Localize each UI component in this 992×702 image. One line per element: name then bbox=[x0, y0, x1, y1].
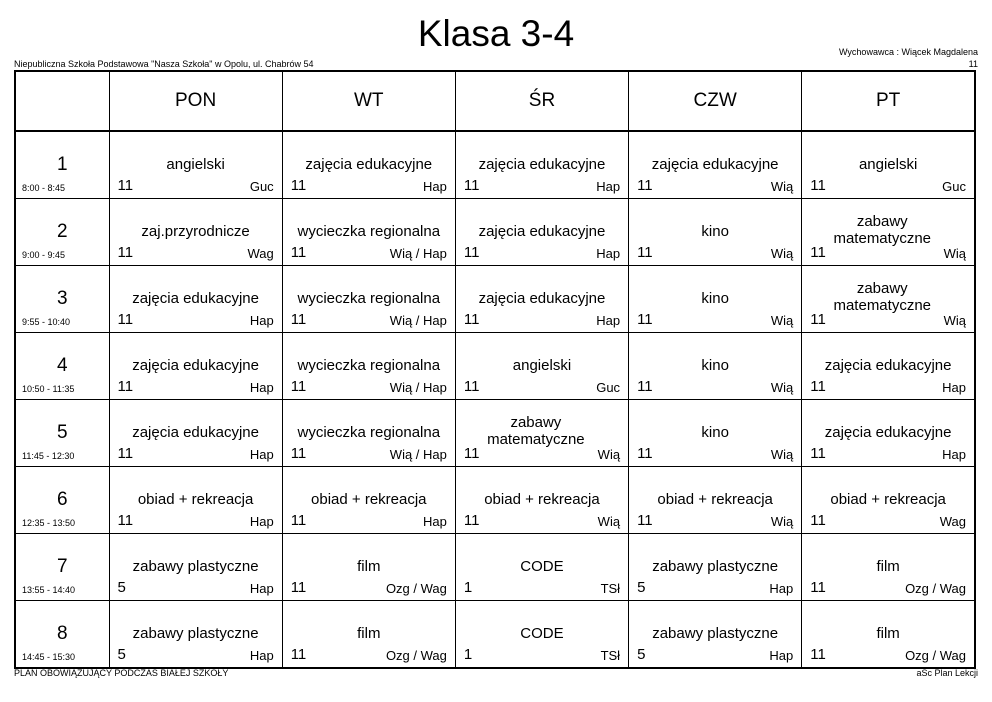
lesson-group: 1 bbox=[463, 646, 473, 663]
lesson-group: 11 bbox=[290, 244, 307, 261]
day-header: ŚR bbox=[455, 71, 628, 131]
lesson-cell bbox=[109, 266, 282, 333]
lesson-teacher: Hap bbox=[596, 179, 621, 194]
lesson-group: 5 bbox=[637, 646, 646, 663]
school-name: Niepubliczna Szkoła Podstawowa "Nasza Szkoła" w Opolu, ul. Chabrów 54 bbox=[14, 59, 314, 69]
lesson-cell bbox=[109, 199, 282, 266]
lesson-teacher: TSł bbox=[600, 581, 621, 596]
lesson-cell bbox=[109, 467, 282, 534]
lesson-group: 11 bbox=[637, 311, 653, 328]
lesson-teacher: Wią bbox=[770, 514, 794, 529]
lesson-subject: wycieczka regionalna bbox=[297, 424, 441, 441]
lesson-subject: wycieczka regionalna bbox=[297, 357, 441, 374]
lesson-subject: zajęcia edukacyjne bbox=[824, 424, 952, 441]
lesson-cell bbox=[629, 333, 802, 400]
lesson-teacher: Guc bbox=[249, 179, 274, 194]
lesson-teacher: Hap bbox=[249, 514, 274, 529]
lesson-cell bbox=[802, 266, 975, 333]
lesson-subject: zabawy matematyczne bbox=[833, 280, 932, 314]
footer-note: PLAN OBOWIĄZUJĄCY PODCZAS BIAŁEJ SZKOŁY bbox=[14, 668, 229, 678]
lesson-cell bbox=[109, 601, 282, 669]
period-number: 6 bbox=[56, 489, 68, 510]
lesson-subject: zajęcia edukacyjne bbox=[132, 290, 259, 307]
lesson-group: 11 bbox=[290, 378, 307, 395]
lesson-teacher: Wią bbox=[597, 447, 621, 462]
lesson-teacher: Wią / Hap bbox=[389, 313, 447, 328]
lesson-group: 11 bbox=[637, 177, 653, 194]
period-number: 1 bbox=[56, 154, 68, 175]
lesson-cell bbox=[629, 601, 802, 669]
lesson-subject: film bbox=[876, 625, 900, 642]
lesson-subject: kino bbox=[701, 223, 729, 240]
lesson-cell bbox=[455, 199, 628, 266]
lesson-subject: kino bbox=[701, 357, 729, 374]
lesson-subject: obiad + rekreacja bbox=[137, 491, 254, 508]
class-teacher: Wychowawca : Wiącek Magdalena bbox=[839, 47, 978, 57]
lesson-teacher: Hap bbox=[942, 380, 966, 395]
lesson-group: 11 bbox=[117, 378, 134, 395]
lesson-cell bbox=[455, 131, 628, 199]
period-row bbox=[15, 199, 975, 266]
lesson-group: 11 bbox=[463, 244, 480, 261]
lesson-subject: zajęcia edukacyjne bbox=[824, 357, 952, 374]
lesson-teacher: Hap bbox=[769, 648, 794, 663]
lesson-teacher: Hap bbox=[596, 313, 621, 328]
day-header: PT bbox=[802, 71, 975, 131]
lesson-group: 11 bbox=[463, 512, 480, 529]
period-time: 9:55 - 10:40 bbox=[22, 317, 71, 327]
lesson-teacher: Guc bbox=[942, 179, 966, 194]
lesson-group: 11 bbox=[810, 512, 826, 529]
lesson-cell bbox=[282, 400, 455, 467]
lesson-teacher: Wią bbox=[770, 380, 794, 395]
lesson-subject: kino bbox=[701, 424, 729, 441]
lesson-subject: wycieczka regionalna bbox=[297, 290, 441, 307]
period-time: 12:35 - 13:50 bbox=[22, 518, 76, 528]
lesson-cell bbox=[629, 467, 802, 534]
lesson-group: 11 bbox=[810, 311, 826, 328]
lesson-teacher: Wią / Hap bbox=[389, 380, 447, 395]
lesson-group: 11 bbox=[637, 445, 653, 462]
room-number: 11 bbox=[968, 59, 978, 69]
lesson-group: 11 bbox=[290, 579, 307, 596]
lesson-cell bbox=[455, 400, 628, 467]
lesson-subject: wycieczka regionalna bbox=[297, 223, 441, 240]
lesson-cell bbox=[802, 601, 975, 669]
lesson-subject: film bbox=[357, 558, 381, 575]
lesson-cell bbox=[109, 400, 282, 467]
day-header: PON bbox=[109, 71, 282, 131]
lesson-group: 11 bbox=[117, 512, 134, 529]
lesson-teacher: Guc bbox=[596, 380, 621, 395]
lesson-teacher: Wag bbox=[247, 246, 274, 261]
lesson-subject: angielski bbox=[858, 156, 918, 173]
period-row bbox=[15, 467, 975, 534]
lesson-group: 11 bbox=[117, 445, 134, 462]
period-cell bbox=[15, 131, 109, 199]
day-header: WT bbox=[282, 71, 455, 131]
lesson-teacher: Hap bbox=[249, 313, 274, 328]
lesson-subject: film bbox=[876, 558, 900, 575]
lesson-subject: obiad + rekreacja bbox=[311, 491, 427, 508]
lesson-subject: film bbox=[357, 625, 381, 642]
lesson-group: 11 bbox=[810, 445, 826, 462]
lesson-teacher: Ozg / Wag bbox=[385, 581, 447, 596]
lesson-group: 11 bbox=[463, 311, 480, 328]
lesson-group: 11 bbox=[810, 244, 826, 261]
lesson-cell bbox=[802, 199, 975, 266]
lesson-teacher: Hap bbox=[249, 581, 274, 596]
lesson-subject: zajęcia edukacyjne bbox=[478, 156, 606, 173]
lesson-subject: zajęcia edukacyjne bbox=[651, 156, 779, 173]
lesson-cell bbox=[282, 534, 455, 601]
lesson-cell bbox=[282, 467, 455, 534]
period-number: 8 bbox=[56, 623, 68, 644]
lesson-cell bbox=[629, 199, 802, 266]
lesson-group: 11 bbox=[810, 378, 826, 395]
day-header-row bbox=[15, 71, 975, 131]
lesson-cell bbox=[282, 333, 455, 400]
lesson-group: 11 bbox=[463, 445, 480, 462]
period-cell bbox=[15, 333, 109, 400]
lesson-group: 11 bbox=[637, 378, 653, 395]
lesson-teacher: Hap bbox=[769, 581, 794, 596]
lesson-teacher: Hap bbox=[596, 246, 621, 261]
lesson-cell bbox=[455, 467, 628, 534]
period-row bbox=[15, 333, 975, 400]
lesson-cell bbox=[109, 534, 282, 601]
lesson-teacher: Ozg / Wag bbox=[905, 581, 966, 596]
lesson-group: 11 bbox=[117, 177, 134, 194]
lesson-group: 11 bbox=[810, 646, 826, 663]
lesson-subject: CODE bbox=[520, 625, 564, 642]
period-number: 3 bbox=[56, 288, 68, 309]
period-cell bbox=[15, 534, 109, 601]
lesson-cell bbox=[109, 333, 282, 400]
lesson-group: 11 bbox=[117, 244, 134, 261]
lesson-teacher: Wią / Hap bbox=[389, 246, 447, 261]
lesson-teacher: Wią bbox=[597, 514, 621, 529]
lesson-teacher: Wią bbox=[943, 313, 966, 328]
lesson-group: 11 bbox=[463, 378, 480, 395]
lesson-teacher: Wią / Hap bbox=[389, 447, 447, 462]
lesson-teacher: TSł bbox=[600, 648, 621, 663]
period-time: 8:00 - 8:45 bbox=[22, 183, 66, 193]
lesson-subject: obiad + rekreacja bbox=[484, 491, 600, 508]
timetable bbox=[14, 70, 976, 669]
lesson-teacher: Ozg / Wag bbox=[905, 648, 966, 663]
lesson-group: 11 bbox=[117, 311, 134, 328]
corner-cell bbox=[15, 71, 109, 131]
lesson-cell bbox=[802, 534, 975, 601]
lesson-group: 11 bbox=[290, 512, 307, 529]
lesson-cell bbox=[109, 131, 282, 199]
period-row bbox=[15, 400, 975, 467]
lesson-group: 11 bbox=[290, 177, 307, 194]
lesson-teacher: Hap bbox=[249, 380, 274, 395]
lesson-teacher: Wią bbox=[943, 246, 966, 261]
lesson-subject: obiad + rekreacja bbox=[830, 491, 946, 508]
lesson-teacher: Wią bbox=[770, 447, 794, 462]
lesson-cell bbox=[629, 534, 802, 601]
period-cell bbox=[15, 601, 109, 669]
period-cell bbox=[15, 467, 109, 534]
lesson-subject: zabawy plastyczne bbox=[132, 558, 259, 575]
lesson-group: 11 bbox=[637, 512, 653, 529]
lesson-cell bbox=[282, 131, 455, 199]
lesson-teacher: Wią bbox=[770, 313, 794, 328]
lesson-group: 11 bbox=[810, 177, 826, 194]
lesson-group: 1 bbox=[463, 579, 473, 596]
lesson-cell bbox=[282, 266, 455, 333]
period-number: 2 bbox=[56, 221, 68, 242]
lesson-group: 5 bbox=[117, 646, 126, 663]
period-number: 7 bbox=[56, 556, 68, 577]
lesson-teacher: Wią bbox=[770, 246, 794, 261]
lesson-subject: zabawy matematyczne bbox=[833, 213, 932, 247]
lesson-subject: zabawy plastyczne bbox=[132, 625, 259, 642]
lesson-group: 11 bbox=[290, 311, 307, 328]
lesson-group: 11 bbox=[290, 445, 307, 462]
lesson-cell bbox=[629, 266, 802, 333]
period-cell bbox=[15, 199, 109, 266]
lesson-cell bbox=[802, 333, 975, 400]
period-row bbox=[15, 534, 975, 601]
footer-credit: aSc Plan Lekcji bbox=[916, 668, 978, 678]
lesson-subject: angielski bbox=[166, 156, 225, 173]
lesson-teacher: Hap bbox=[249, 648, 274, 663]
period-time: 9:00 - 9:45 bbox=[22, 250, 66, 260]
lesson-group: 5 bbox=[117, 579, 126, 596]
lesson-subject: obiad + rekreacja bbox=[657, 491, 773, 508]
lesson-subject: zabawy plastyczne bbox=[652, 558, 779, 575]
lesson-cell bbox=[282, 601, 455, 669]
lesson-teacher: Hap bbox=[423, 179, 447, 194]
lesson-subject: zajęcia edukacyjne bbox=[132, 424, 259, 441]
lesson-subject: zabawy plastyczne bbox=[652, 625, 779, 642]
lesson-cell bbox=[455, 601, 628, 669]
period-number: 4 bbox=[56, 355, 68, 376]
lesson-cell bbox=[629, 131, 802, 199]
lesson-cell bbox=[802, 400, 975, 467]
lesson-subject: zajęcia edukacyjne bbox=[305, 156, 433, 173]
period-row bbox=[15, 131, 975, 199]
lesson-group: 11 bbox=[290, 646, 307, 663]
lesson-subject: zajęcia edukacyjne bbox=[478, 223, 606, 240]
lesson-cell bbox=[455, 534, 628, 601]
lesson-cell bbox=[282, 199, 455, 266]
period-time: 10:50 - 11:35 bbox=[22, 384, 75, 394]
lesson-subject: zaj.przyrodnicze bbox=[141, 223, 250, 240]
lesson-group: 5 bbox=[637, 579, 646, 596]
lesson-subject: zabawy matematyczne bbox=[487, 414, 585, 448]
period-number: 5 bbox=[56, 422, 68, 443]
lesson-teacher: Hap bbox=[423, 514, 447, 529]
lesson-group: 11 bbox=[463, 177, 480, 194]
lesson-teacher: Wią bbox=[770, 179, 794, 194]
lesson-subject: angielski bbox=[512, 357, 572, 374]
day-header: CZW bbox=[629, 71, 802, 131]
period-cell bbox=[15, 400, 109, 467]
period-time: 13:55 - 14:40 bbox=[22, 585, 76, 595]
lesson-group: 11 bbox=[637, 244, 653, 261]
lesson-subject: CODE bbox=[520, 558, 564, 575]
page-title: Klasa 3-4 bbox=[417, 13, 575, 54]
lesson-teacher: Wag bbox=[939, 514, 966, 529]
period-time: 11:45 - 12:30 bbox=[22, 451, 75, 461]
period-row bbox=[15, 601, 975, 669]
lesson-teacher: Hap bbox=[249, 447, 274, 462]
lesson-cell bbox=[629, 400, 802, 467]
period-row bbox=[15, 266, 975, 333]
period-time: 14:45 - 15:30 bbox=[22, 652, 76, 662]
lesson-teacher: Hap bbox=[942, 447, 966, 462]
lesson-subject: zajęcia edukacyjne bbox=[478, 290, 606, 307]
period-cell bbox=[15, 266, 109, 333]
lesson-cell bbox=[802, 467, 975, 534]
lesson-cell bbox=[455, 333, 628, 400]
lesson-subject: zajęcia edukacyjne bbox=[132, 357, 259, 374]
lesson-cell bbox=[802, 131, 975, 199]
lesson-cell bbox=[455, 266, 628, 333]
lesson-teacher: Ozg / Wag bbox=[385, 648, 447, 663]
lesson-subject: kino bbox=[701, 290, 729, 307]
lesson-group: 11 bbox=[810, 579, 826, 596]
